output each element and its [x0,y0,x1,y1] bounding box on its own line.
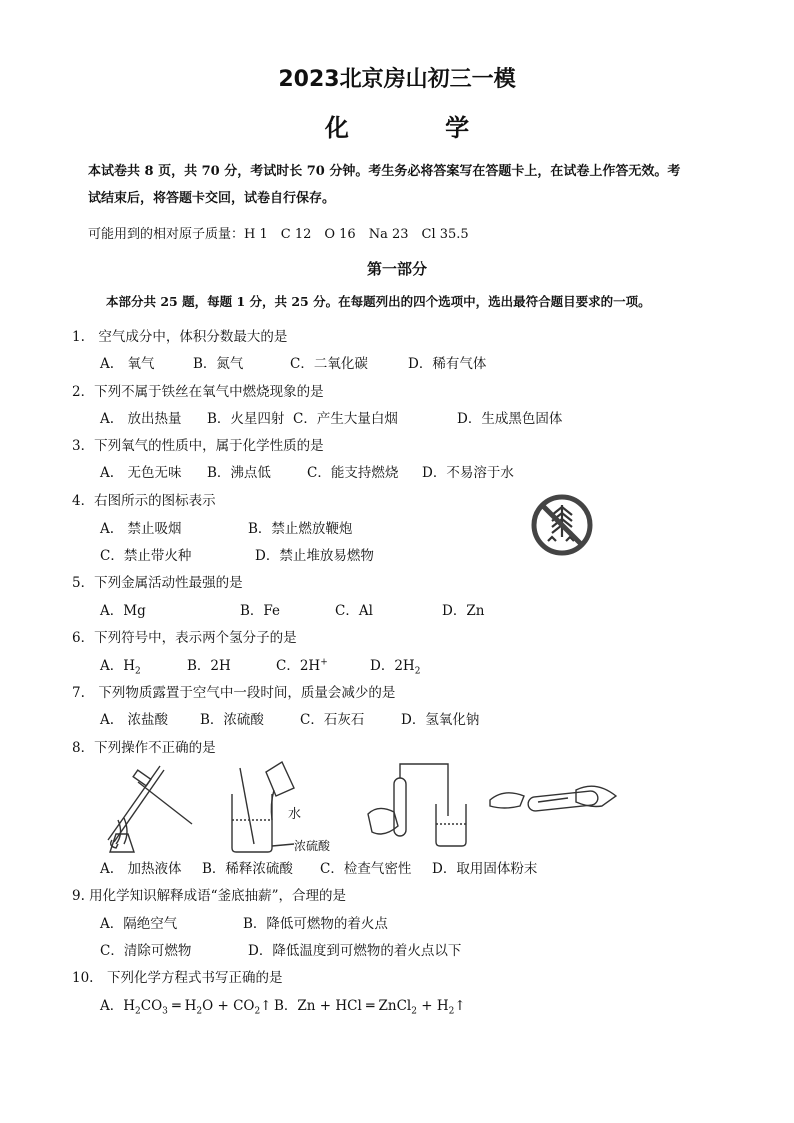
option-d: D．氢氧化钠 [401,712,480,728]
question-stem: 4．右图所示的图标表示 [72,493,216,509]
option-a: A. 氧气 [100,356,155,372]
option-c: C．能支持燃烧 [307,465,399,481]
option-c: C．2H+ [276,657,328,674]
option-a: A. 无色无味 [100,465,182,481]
question-stem: 2．下列不属于铁丝在氧气中燃烧现象的是 [72,384,324,400]
water-label: 水 [288,807,302,822]
option-b: B．Zn + HCl ═ ZnCl$_2$ + $H_2↑$ [274,998,466,1017]
option-c: C．产生大量白烟 [293,411,398,427]
option-c: C．清除可燃物 [100,943,192,959]
option-b: B．2H [187,658,231,674]
exam-instructions [88,158,716,212]
option-b: B．浓硫酸 [200,712,264,728]
option-d: D．稀有气体 [408,356,487,372]
option-a: A. 浓盐酸 [100,712,169,728]
option-d: D．禁止堆放易燃物 [255,548,374,564]
option-c: C．二氧化碳 [290,356,368,372]
solid-powder-figure [490,786,616,811]
option-a: A. 放出热量 [100,411,182,427]
option-c: C．检查气密性 [320,861,412,877]
option-d: D．取用固体粉末 [432,861,538,877]
option-a: A．$H_2CO_3$ ═ $H_2O$ + $CO_2↑$ [100,998,272,1017]
option-b: B．稀释浓硫酸 [202,861,293,877]
question-stem: 10. 下列化学方程式书写正确的是 [72,970,283,986]
option-b: B．降低可燃物的着火点 [243,916,388,932]
option-d: D．降低温度到可燃物的着火点以下 [248,943,462,959]
question-stem: 9. 用化学知识解释成语“釜底抽薪”，合理的是 [72,888,346,904]
question-stem: 7. 下列物质露置于空气中一段时间，质量会减少的是 [72,685,396,701]
heating-liquid-figure [108,766,192,852]
lab-operation-figures [98,760,628,856]
option-c: C．Al [335,603,373,619]
subject-title: 化 学 [324,113,514,142]
option-a: A. 禁止吸烟 [100,521,182,537]
question-stem: 3．下列氧气的性质中，属于化学性质的是 [72,438,324,454]
option-d: D．Zn [442,603,485,619]
option-b: B．氮气 [193,356,244,372]
option-c: C．禁止带火种 [100,548,192,564]
option-d: D．$2H_2$ [370,658,421,677]
atomic-masses: 可能用到的相对原子质量：H 1 C 12 O 16 Na 23 Cl 35.5 [88,227,469,242]
option-a: A. 加热液体 [100,861,182,877]
option-b: B．沸点低 [207,465,271,481]
dilute-acid-figure [232,762,294,852]
question-stem: 1. 空气成分中，体积分数最大的是 [72,329,288,345]
section-note: 本部分共 25 题，每题 1 分，共 25 分。在每题列出的四个选项中，选出最符合题目要求的一项。 [106,294,651,309]
section-title: 第一部分 [366,260,427,278]
question-stem: 8．下列操作不正确的是 [72,740,216,756]
instructions-line-1: 本试卷共 8 页，共 70 分，考试时长 70 分钟。考生务必将答案写在答题卡上，在试卷上作答无效。考 [88,164,681,179]
page-title: 2023北京房山初三一模 [278,67,516,92]
option-a: A．隔绝空气 [100,916,178,932]
no-fireworks-sign-icon [528,493,596,557]
option-a: A．$H_2$ [100,658,141,677]
instructions-line-2: 试结束后，将答题卡交回，试卷自行保存。 [88,191,336,206]
acid-label: 浓硫酸 [294,839,331,853]
option-a: A．Mg [100,603,146,619]
option-b: B．火星四射 [207,411,285,427]
option-b: B．Fe [240,603,281,619]
question-stem: 6．下列符号中，表示两个氢分子的是 [72,630,297,646]
option-c: C．石灰石 [300,712,365,728]
airtightness-figure [368,764,466,846]
option-d: D．生成黑色固体 [457,411,563,427]
question-stem: 5．下列金属活动性最强的是 [72,575,243,591]
option-b: B．禁止燃放鞭炮 [248,521,353,537]
option-d: D．不易溶于水 [422,465,514,481]
